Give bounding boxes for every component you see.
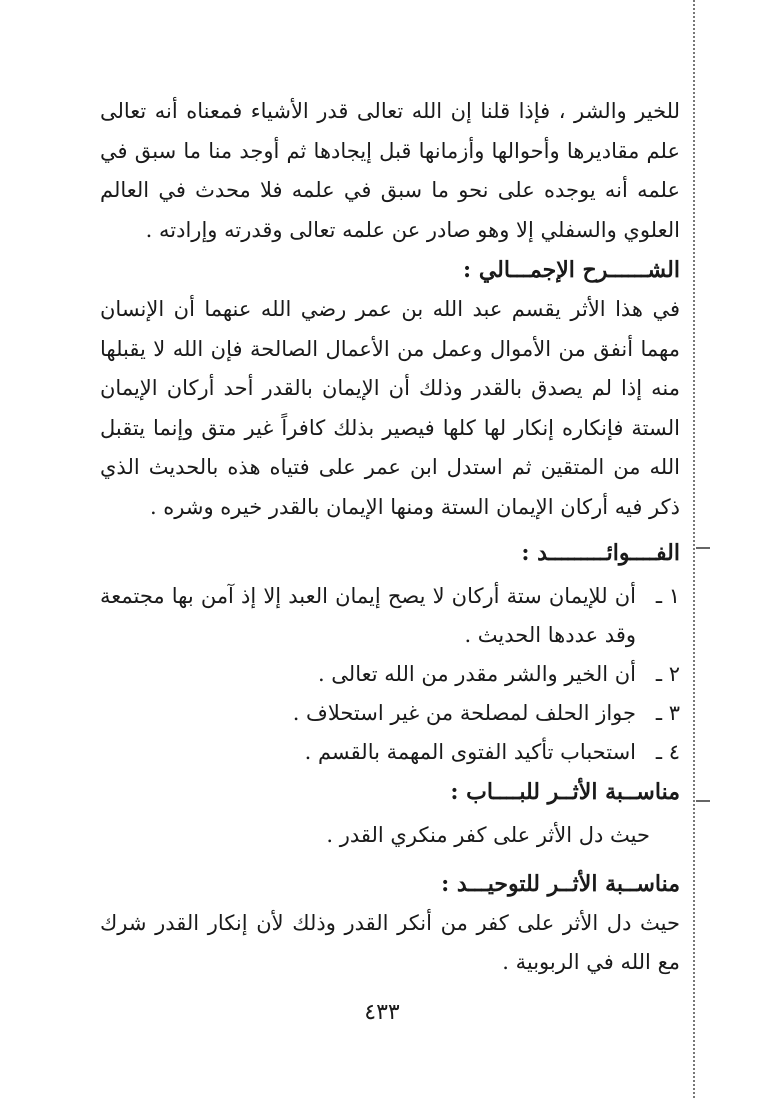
list-item	[100, 694, 680, 733]
page-body	[100, 92, 680, 983]
chapter-relevance-heading: مناســبة الأثــر للبــــاب :	[450, 779, 680, 805]
list-item-text: أن الخير والشر مقدر من الله تعالى .	[317, 662, 636, 686]
tawhid-relevance-text: حيث دل الأثر على كفر من أنكر القدر وذلك لأن إنكار القدر شرك مع الله في الربوبية .	[100, 910, 680, 974]
list-item-number: ١ ـ	[655, 584, 680, 608]
summary-heading: الشــــــرح الإجمـــالي :	[463, 257, 680, 283]
list-item-text: أن للإيمان ستة أركان لا يصح إيمان العبد إلا إذ آمن بها مجتمعة وقد عددها الحديث .	[100, 584, 636, 647]
list-item-number: ٤ ـ	[655, 740, 680, 764]
intro-paragraph: للخير والشر ، فإذا قلنا إن الله تعالى قدر الأشياء فمعناه أنه تعالى علم مقاديرها وأحوالها وأزمانها قبل إيجادها ثم أوجد منا ما سبق في علمه أنه يوجده على نحو ما سبق في علمه فلا محدث في العالم العلوي والسفلي إلا وهو صادر عن علمه تعالى وقدرته وإرادته .	[100, 99, 680, 242]
list-item	[100, 655, 680, 694]
benefits-heading: الفــــوائـــــــــد :	[521, 540, 680, 566]
chapter-relevance-text: حيث دل الأثر على كفر منكري القدر .	[326, 823, 650, 847]
benefits-list	[100, 577, 680, 772]
list-item-number: ٢ ـ	[655, 662, 680, 686]
list-item-number: ٣ ـ	[655, 701, 680, 725]
list-item-text: استحباب تأكيد الفتوى المهمة بالقسم .	[304, 740, 636, 764]
summary-paragraph: في هذا الأثر يقسم عبد الله بن عمر رضي الله عنهما أن الإنسان مهما أنفق من الأموال وعمل من الأعمال الصالحة فإن الله لا يقبلها منه إذا لم يصدق بالقدر وذلك أن الإيمان بالقدر أحد أركان الإيمان الستة فإنكاره إنكار لها كلها فيصير بذلك كافراً غير متق وإنما يتقبل الله من المتقين ثم استدل ابن عمر على فتياه هذه بالحديث الذي ذكر فيه أركان الإيمان الستة ومنها الإيمان بالقدر خيره وشره .	[100, 297, 680, 519]
page-number: ٤٣٣	[364, 1000, 400, 1025]
gutter-tick-mark	[696, 547, 710, 549]
list-item	[100, 733, 680, 772]
tawhid-relevance-heading: مناســبة الأثــر للتوحيـــد :	[441, 870, 680, 897]
binding-gutter-line	[693, 0, 695, 1098]
list-item-text: جواز الحلف لمصلحة من غير استحلاف .	[292, 701, 636, 725]
gutter-tick-mark	[696, 800, 710, 802]
list-item	[100, 577, 680, 655]
